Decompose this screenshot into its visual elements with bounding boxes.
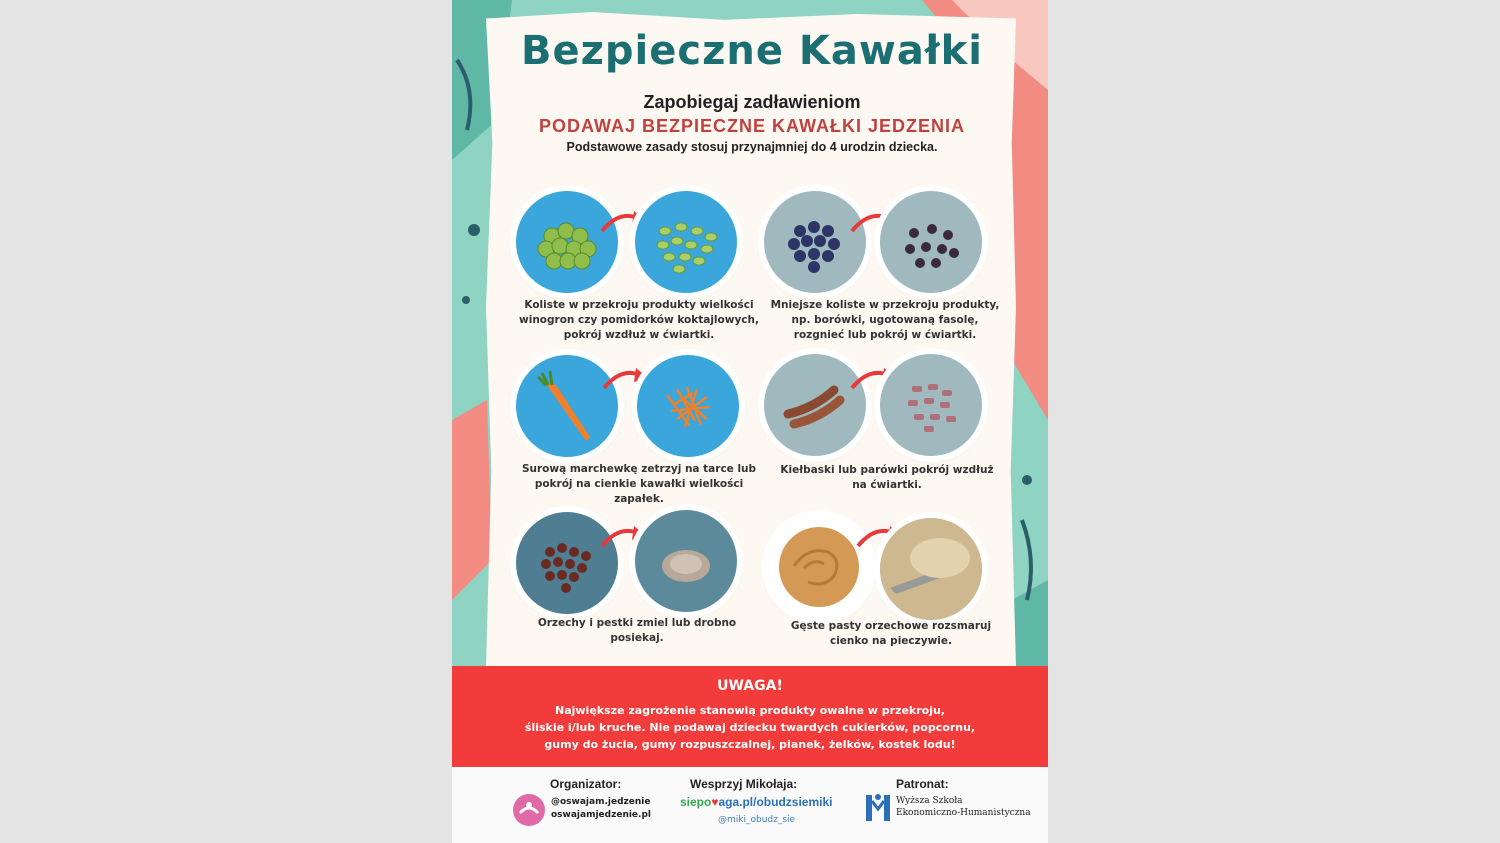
support-handle[interactable]: @miki_obudz_sie [718, 815, 796, 825]
organizer-title: Organizator: [550, 777, 622, 791]
patron-line1: Wyższa Szkoła [896, 796, 963, 806]
organizer-handle[interactable]: @oswajam.jedzenie [551, 797, 651, 807]
patron-title: Patronat: [896, 777, 949, 791]
support-logo[interactable]: siepo♥aga.pl/obudzsiemiki [680, 795, 833, 809]
organizer-logo-icon [512, 793, 546, 827]
caption-peanut-butter: Gęste pasty orzechowe rozsmaruj cienko na pieczywie. [790, 620, 992, 647]
support-title: Wesprzyj Mikołaja: [690, 777, 798, 791]
caption-sausages: Kiełbaski lub parówki pokrój wzdłuż na ćwiartki. [780, 464, 994, 491]
caption-nuts: Orzechy i pestki zmiel lub drobno posiekaj. [537, 617, 737, 644]
caption-carrot: Surową marchewkę zetrzyj na tarce lub pokrój na cienkie kawałki wielkości zapałek. [521, 463, 757, 505]
warning-line: gumy do żucia, gumy rozpuszczalnej, pianek, żelków, kostek lodu! [544, 738, 956, 751]
plate-nuts-ground [635, 510, 737, 612]
warning-title: UWAGA! [717, 678, 783, 694]
plate-sausages-quartered [880, 354, 982, 456]
organizer-site[interactable]: oswajamjedzenie.pl [551, 810, 651, 820]
warning-line: śliskie i/lub kruche. Nie podawaj dziecku twardych cukierków, popcornu, [524, 721, 976, 734]
poster-headline: PODAWAJ BEZPIECZNE KAWAŁKI JEDZENIA [538, 116, 966, 136]
poster-subtitle: Zapobiegaj zadławieniom [643, 92, 861, 112]
caption-grapes: Koliste w przekroju produkty wielkości winogron czy pomidorków koktajlowych, pokrój wzdłuż w ćwiartki. [519, 299, 759, 341]
plate-blueberries-crushed [880, 191, 982, 293]
plate-spread-bread [880, 518, 982, 620]
poster [452, 0, 1048, 843]
patron-logo-icon [864, 791, 892, 825]
warning-banner [452, 666, 1048, 767]
footer [452, 767, 1048, 843]
plate-grapes-quartered [635, 191, 737, 293]
poster-title: Bezpieczne Kawałki [521, 28, 983, 74]
caption-blueberries: Mniejsze koliste w przekroju produkty, np. borówki, ugotowaną fasolę, rozgnieć lub pokrój w ćwiartki. [770, 299, 1000, 341]
poster-note: Podstawowe zasady stosuj przynajmniej do 4 urodzin dziecka. [566, 140, 938, 154]
patron-line2: Ekonomiczno-Humanistyczna [896, 808, 1031, 818]
warning-line: Największe zagrożenie stanowią produkty owalne w przekroju, [555, 704, 945, 717]
plate-carrot-grated [637, 355, 739, 457]
